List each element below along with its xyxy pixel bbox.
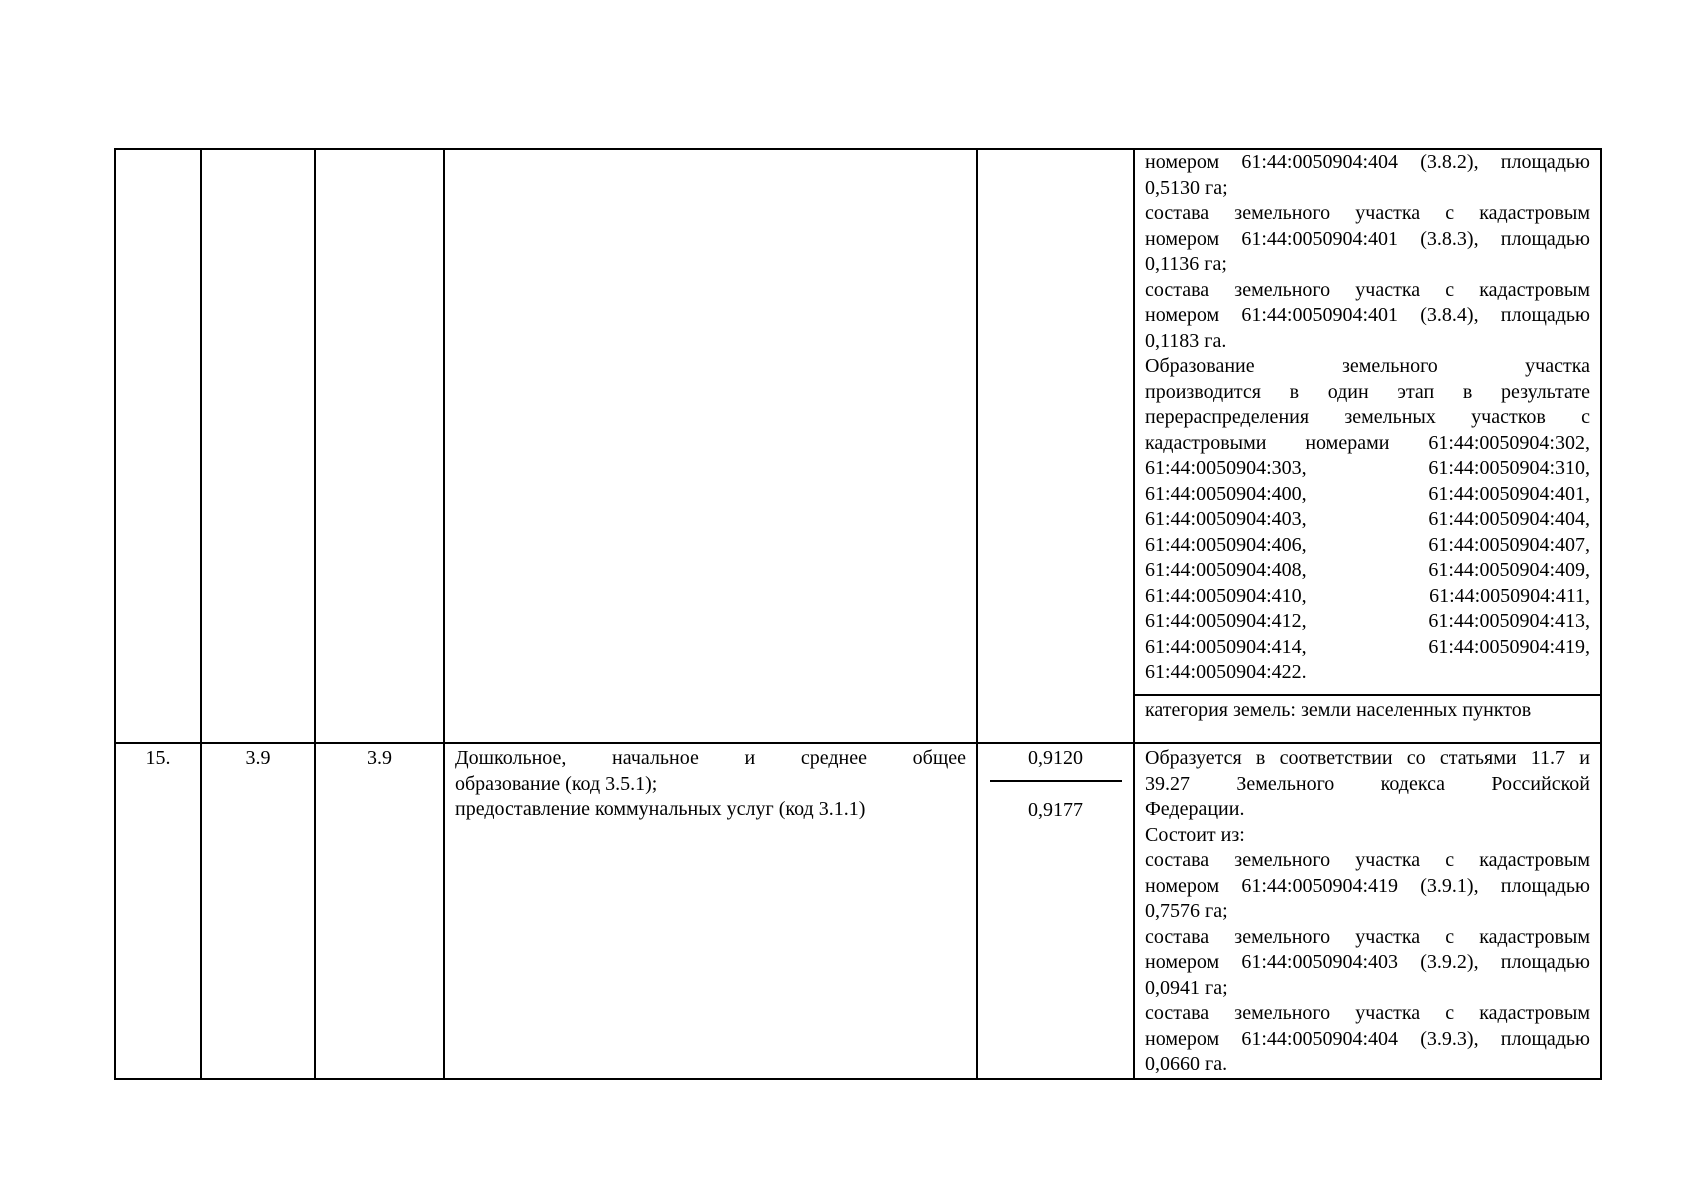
text-line: 39.27 Земельного кодекса Российской <box>1145 772 1590 795</box>
area-cell <box>977 743 1134 1079</box>
plot-ref-cell: 3.9 <box>315 743 444 1079</box>
text-line: номером 61:44:0050904:404 (3.8.2), площадью <box>1145 151 1590 173</box>
text-line: номером 61:44:0050904:403 (3.9.2), площадью <box>1145 951 1590 973</box>
plot-number-cell <box>201 149 315 743</box>
cadastral-number-pair <box>1145 609 1590 635</box>
text-line: 0,0941 га; <box>1145 976 1228 999</box>
cadastral-number: 61:44:0050904:419, <box>1428 635 1590 658</box>
text-line: перераспределения земельных участков с <box>1145 406 1590 428</box>
text-line: номером 61:44:0050904:404 (3.9.3), площадью <box>1145 1027 1590 1050</box>
row-number-cell: 15. <box>115 743 201 1079</box>
cadastral-number: 61:44:0050904:410, <box>1145 584 1307 607</box>
text-line: состава земельного участка с кадастровым <box>1145 278 1590 301</box>
text-line: состава земельного участка с кадастровым <box>1145 1002 1590 1024</box>
cadastral-number-pair <box>1145 456 1590 482</box>
text-line: Состоит из: <box>1145 823 1245 846</box>
table-row <box>115 743 1601 1079</box>
text-line: 0,5130 га; <box>1145 176 1228 199</box>
text-line: 0,1183 га. <box>1145 329 1227 352</box>
text-line: 0,1136 га; <box>1145 253 1227 275</box>
cadastral-number: 61:44:0050904:414, <box>1145 635 1307 658</box>
land-category: категория земель: земли населенных пунктов <box>1145 699 1532 721</box>
formation-description <box>1135 150 1600 696</box>
text-line: Образование земельного участка <box>1145 355 1590 377</box>
text-line: кадастровыми номерами 61:44:0050904:302, <box>1145 431 1590 454</box>
text-line: номером 61:44:0050904:401 (3.8.4), площадью <box>1145 304 1590 326</box>
fraction-divider <box>990 780 1122 798</box>
land-plots-table <box>114 148 1602 1080</box>
text-line: состава земельного участка с кадастровым <box>1145 202 1590 224</box>
cadastral-number-pair <box>1145 635 1590 661</box>
usage-text-line: Дошкольное, начальное и среднее общее <box>455 747 966 769</box>
cadastral-number: 61:44:0050904:403, <box>1145 508 1307 530</box>
cadastral-number: 61:44:0050904:408, <box>1145 559 1307 581</box>
plot-ref-cell <box>315 149 444 743</box>
area-value-new: 0,9177 <box>1028 799 1083 821</box>
text-line: состава земельного участка с кадастровым <box>1145 849 1590 871</box>
usage-text-line: образование (код 3.5.1); <box>455 772 658 795</box>
text-line: Федерации. <box>1145 798 1245 820</box>
cadastral-number: 61:44:0050904:413, <box>1428 610 1590 632</box>
area-cell <box>977 149 1134 743</box>
cadastral-number: 61:44:0050904:303, <box>1145 457 1307 479</box>
text-line: номером 61:44:0050904:401 (3.8.3), площадью <box>1145 227 1590 250</box>
cadastral-number-pair <box>1145 558 1590 584</box>
text-line: производится в один этап в результате <box>1145 380 1590 403</box>
cadastral-number-pair <box>1145 482 1590 508</box>
text-line: 0,7576 га; <box>1145 900 1228 922</box>
cadastral-number: 61:44:0050904:412, <box>1145 610 1307 632</box>
text-line: Образуется в соответствии со статьями 11.7 и <box>1145 747 1590 769</box>
cadastral-number-pair <box>1145 507 1590 533</box>
area-value-existing: 0,9120 <box>1028 747 1083 769</box>
table-row <box>115 149 1601 743</box>
formation-cell <box>1134 149 1601 743</box>
cadastral-number: 61:44:0050904:411, <box>1429 584 1590 607</box>
usage-cell <box>444 149 977 743</box>
cadastral-number: 61:44:0050904:409, <box>1428 559 1590 581</box>
cadastral-number: 61:44:0050904:400, <box>1145 482 1307 505</box>
formation-cell <box>1134 743 1601 1079</box>
formation-description <box>1135 746 1600 1078</box>
usage-cell <box>444 743 977 1079</box>
cadastral-number: 61:44:0050904:407, <box>1428 533 1590 556</box>
cadastral-number: 61:44:0050904:404, <box>1428 508 1590 530</box>
cadastral-number: 61:44:0050904:310, <box>1428 457 1590 479</box>
usage-text-line: предоставление коммунальных услуг (код 3.1.1) <box>455 798 866 820</box>
cadastral-number-pair <box>1145 584 1590 610</box>
cadastral-number: 61:44:0050904:406, <box>1145 533 1307 556</box>
row-number-cell <box>115 149 201 743</box>
text-line: 0,0660 га. <box>1145 1053 1228 1075</box>
plot-number-cell: 3.9 <box>201 743 315 1079</box>
text-line: 61:44:0050904:422. <box>1145 661 1307 683</box>
text-line: состава земельного участка с кадастровым <box>1145 925 1590 948</box>
cadastral-number: 61:44:0050904:401, <box>1428 482 1590 505</box>
cadastral-number-pair <box>1145 533 1590 559</box>
text-line: номером 61:44:0050904:419 (3.9.1), площадью <box>1145 874 1590 897</box>
